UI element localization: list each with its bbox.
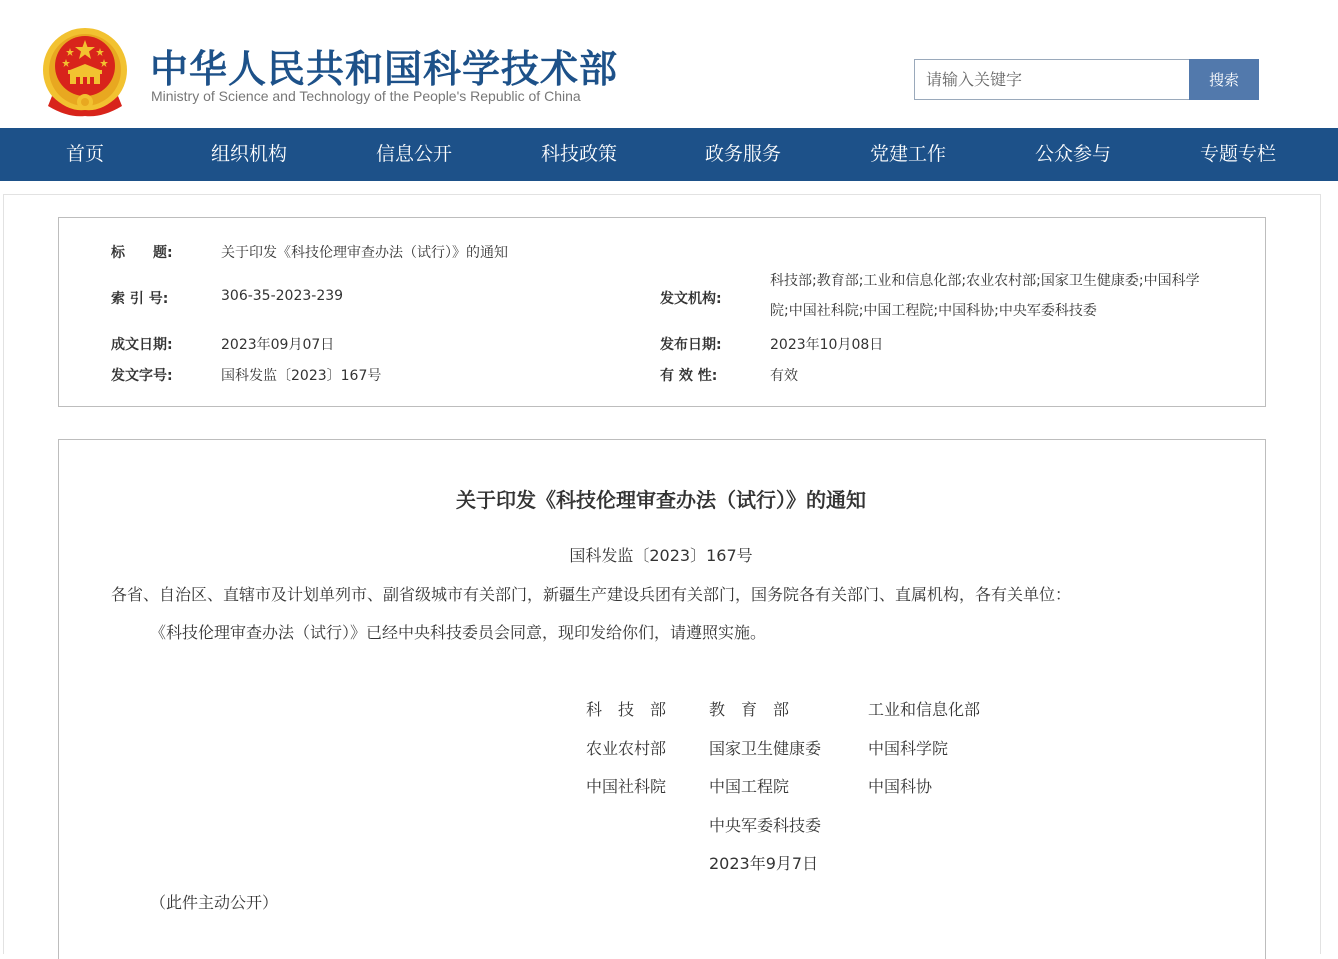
meta-title-value: 关于印发《科技伦理审查办法（试行）》的通知 [221, 245, 508, 261]
site-title[interactable]: 中华人民共和国科学技术部 [150, 47, 619, 91]
article-doc-number: 国科发监〔2023〕167号 [569, 546, 753, 565]
search-button[interactable]: 搜索 [1189, 59, 1259, 100]
signatory: 中国工程院 [709, 777, 790, 796]
meta-date-pub-value: 2023年10月08日 [770, 337, 884, 353]
nav-item-special[interactable]: 专题专栏 [1199, 143, 1276, 165]
national-emblem-icon[interactable] [40, 26, 130, 118]
signatory: 教 育 部 [709, 700, 790, 719]
article-title: 关于印发《科技伦理审查办法（试行）》的通知 [456, 488, 866, 512]
meta-validity-value: 有效 [770, 368, 798, 384]
meta-title-label: 标 题: [111, 245, 173, 261]
nav-item-info-disclosure[interactable]: 信息公开 [375, 143, 452, 165]
nav-item-public[interactable]: 公众参与 [1034, 143, 1111, 165]
meta-date-made-label: 成文日期: [111, 337, 173, 353]
meta-validity-label: 有 效 性: [660, 368, 718, 384]
signatory: 农业农村部 [586, 739, 667, 758]
signatory: 中央军委科技委 [709, 816, 822, 835]
nav-item-home[interactable]: 首页 [65, 143, 104, 165]
nav-item-party[interactable]: 党建工作 [869, 143, 946, 165]
meta-issuer-value: 科技部;教育部;工业和信息化部;农业农村部;国家卫生健康委;中国科学院;中国社科院;中国工程院;中国科协;中央军委科技委 [770, 273, 1200, 319]
signatory: 中国社科院 [586, 777, 667, 796]
meta-date-pub-label: 发布日期: [660, 337, 722, 353]
article-salutation: 各省、自治区、直辖市及计划单列市、副省级城市有关部门，新疆生产建设兵团有关部门，国务院各有关部门、直属机构，各有关单位： [111, 585, 1072, 604]
nav-item-organization[interactable]: 组织机构 [210, 143, 287, 165]
meta-docnum-value: 国科发监〔2023〕167号 [221, 368, 382, 384]
signatory: 科 技 部 [586, 700, 667, 719]
meta-docnum-label: 发文字号: [111, 368, 173, 384]
article-date: 2023年9月7日 [709, 854, 819, 873]
article-body-paragraph: 《科技伦理审查办法（试行）》已经中央科技委员会同意，现印发给你们，请遵照实施。 [150, 623, 767, 642]
main-nav [0, 128, 1338, 181]
meta-index-label: 索 引 号: [111, 291, 169, 307]
site-subtitle: Ministry of Science and Technology of the People's Republic of China [151, 88, 581, 104]
article-public-note: （此件主动公开） [150, 893, 279, 912]
search-input[interactable] [914, 59, 1189, 100]
site-header [0, 0, 1338, 128]
signatory: 中国科学院 [868, 739, 949, 758]
signatory: 中国科协 [868, 777, 933, 796]
meta-index-value: 306-35-2023-239 [221, 288, 344, 304]
nav-item-services[interactable]: 政务服务 [704, 143, 781, 165]
signatory: 工业和信息化部 [868, 700, 981, 719]
nav-item-policy[interactable]: 科技政策 [540, 143, 617, 165]
meta-issuer-label: 发文机构: [660, 291, 722, 307]
signatory: 国家卫生健康委 [709, 739, 822, 758]
meta-date-made-value: 2023年09月07日 [221, 337, 335, 353]
